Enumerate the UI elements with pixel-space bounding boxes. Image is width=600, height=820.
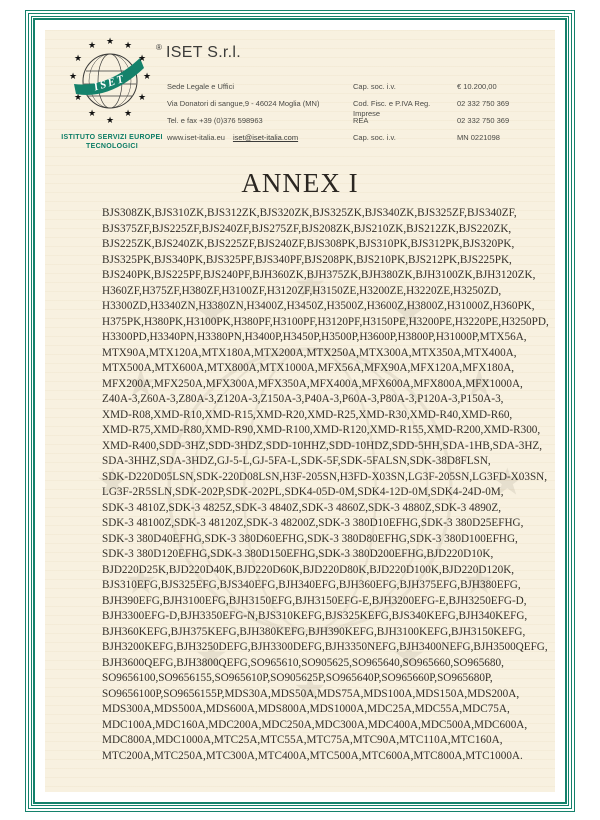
svg-text:★: ★ [123, 108, 133, 118]
frame-line-4 [33, 18, 567, 804]
registered-mark-icon: ® [156, 43, 162, 52]
company-name: ISET S.r.l. [166, 44, 242, 61]
code-line: Z40A-3,Z60A-3,Z80A-3,Z120A-3,Z150A-3,P40A-3,P60A-3,P80A-3,P120A-3,P150A-3, [102, 393, 504, 405]
svg-text:★: ★ [73, 92, 83, 102]
header-registry [353, 82, 509, 150]
code-line: SO9656100,SO9656155,SO965610P,SO905625P,SO965640P,SO965660P,SO965680P, [102, 672, 493, 684]
info-line: Via Donatori di sangue,9 - 46024 Moglia (MN) [167, 99, 320, 108]
code-line: H375PK,H380PK,H3100PK,H380PF,H3100PF,H3120PF,H3150PE,H3200PE,H3220PE,H3250PD, [102, 315, 549, 328]
code-line: BJH3200KEFG,BJH3250DEFG,BJH3300DEFG,BJH3350NEFG,BJH3400NEFG,BJH3500QEFG, [102, 641, 548, 653]
code-line: MTC200A,MTC250A,MTC300A,MTC400A,MTC500A,MTC600A,MTC800A,MTC1000A. [102, 749, 523, 762]
code-line: BJH3600QEFG,BJH3800QEFG,SO965610,SO905625,SO965640,SO965660,SO965680, [102, 656, 504, 669]
frame-line-3 [31, 16, 569, 806]
registry-label: Cap. soc. i.v. [353, 133, 396, 142]
info-line: Tel. e fax +39 (0)376 598963 [167, 116, 263, 125]
code-line: BJH390EFG,BJH3100EFG,BJH3150EFG,BJH3150EFG-E,BJH3200EFG-E,BJH3250EFG-D, [102, 594, 527, 607]
registry-label: Cap. soc. i.v. [353, 82, 396, 91]
svg-text:★: ★ [194, 634, 229, 677]
code-line: SDK-3 380D40EFHG,SDK-3 380D60EFHG,SDK-3 380D80EFHG,SDK-3 380D100EFHG, [102, 532, 518, 545]
code-line: H3300PD,H3340PN,H3380PN,H3400P,H3450P,H3500P,H3600P,H3800P,H31000P,MTX56A, [102, 331, 527, 343]
svg-text:★: ★ [391, 634, 426, 677]
code-line: SDK-3 48100Z,SDK-3 48120Z,SDK-3 48200Z,SDK-3 380D10EFHG,SDK-3 380D25EFHG, [102, 517, 524, 529]
code-line: LG3F-2R5SLN,SDK-202P,SDK-202PL,SDK4-05D-0M,SDK4-12D-0M,SDK4-24D-0M, [102, 486, 504, 498]
svg-text:★: ★ [462, 362, 497, 404]
code-line: MDS300A,MDS500A,MDS600A,MDS800A,MDS1000A,MDC25A,MDC55A,MDC75A, [102, 703, 510, 715]
paper [45, 30, 555, 792]
registry-value: 02 332 750 369 [457, 99, 510, 108]
code-line: SO9656100P,SO9656155P,MDS30A,MDS50A,MDS75A,MDS100A,MDS150A,MDS200A, [102, 687, 520, 700]
info-line: Sede Legale e Uffici [167, 82, 234, 91]
org-name: ISTITUTO SERVIZI EUROPEI TECNOLOGICI [61, 134, 163, 150]
svg-text:★: ★ [105, 36, 115, 46]
code-line: MTX90A,MTX120A,MTX180A,MTX200A,MTX250A,MTX300A,MTX350A,MTX400A, [102, 346, 517, 359]
website-text: www.iset-italia.eu [167, 133, 225, 142]
frame-line-2 [28, 13, 572, 809]
code-line: BJS375ZF,BJS225ZF,BJS240ZF,BJS275ZF,BJS208ZK,BJS210ZK,BJS212ZK,BJS220ZK, [102, 222, 512, 235]
annex-title: ANNEX I [241, 168, 359, 198]
code-line: XMD-R400,SDD-3HZ,SDD-3HDZ,SDD-10HHZ,SDD-10HDZ,SDD-5HH,SDA-1HB,SDA-3HZ, [102, 439, 543, 452]
registry-value: 02 332 750 369 [457, 116, 510, 125]
code-line: BJH3300EFG-D,BJH3350EFG-N,BJS310KEFG,BJS325KEFG,BJS340KEFG,BJH340KEFG, [102, 610, 528, 622]
code-line: BJH360KEFG,BJH375KEFG,BJH380KEFG,BJH390KEFG,BJH3100KEFG,BJH3150KEFG, [102, 625, 526, 638]
svg-text:★: ★ [293, 667, 327, 710]
code-line: BJS325PK,BJS340PK,BJS325PF,BJS340PF,BJS208PK,BJS210PK,BJS212PK,BJS225PK, [102, 253, 512, 266]
svg-text:★: ★ [123, 559, 158, 602]
code-line: MDC800A,MDC1000A,MTC25A,MTC55A,MTC75A,MTC90A,MTC110A,MTC160A, [102, 734, 503, 746]
iset-logo [53, 34, 171, 151]
svg-text:★: ★ [137, 53, 147, 63]
code-line: BJD220D25K,BJD220D40K,BJD220D60K,BJD220D80K,BJD220D100K,BJD220D120K, [102, 563, 515, 576]
code-line: XMD-R08,XMD-R10,XMD-R15,XMD-R20,XMD-R25,XMD-R30,XMD-R40,XMD-R60, [102, 408, 513, 421]
header-info-left [167, 82, 357, 150]
registry-label: Cod. Fisc. e P.IVA Reg. Imprese [353, 99, 431, 118]
svg-text:★: ★ [462, 559, 497, 602]
code-line: BJS310EFG,BJS325EFG,BJS340EFG,BJH340EFG,BJH360EFG,BJH375EFG,BJH380EFG, [102, 579, 521, 591]
email-link[interactable]: iset@iset-italia.com [232, 133, 299, 142]
svg-text:★: ★ [87, 108, 97, 118]
annex-code-list [102, 206, 549, 764]
code-line: MDC100A,MDC160A,MDC200A,MDC250A,MDC300A,MDC400A,MDC500A,MDC600A, [102, 718, 528, 731]
code-line: XMD-R75,XMD-R80,XMD-R90,XMD-R100,XMD-R120,XMD-R155,XMD-R200,XMD-R300, [102, 424, 541, 436]
code-line: BJS308ZK,BJS310ZK,BJS312ZK,BJS320ZK,BJS325ZK,BJS340ZK,BJS325ZF,BJS340ZF, [102, 207, 517, 219]
registry-value: € 10.200,00 [457, 82, 497, 91]
registry-value: MN 0221098 [457, 133, 500, 142]
registry-label: REA [353, 116, 369, 125]
svg-text:★: ★ [73, 53, 83, 63]
code-line: MTX500A,MTX600A,MTX800A,MTX1000A,MFX56A,MFX90A,MFX120A,MFX180A, [102, 362, 515, 374]
code-line: H3300ZD,H3340ZN,H3380ZN,H3400Z,H3450Z,H3500Z,H3600Z,H3800Z,H31000Z,H360PK, [102, 300, 535, 312]
svg-text:★: ★ [490, 460, 525, 503]
outer-frame [25, 10, 575, 812]
svg-text:★: ★ [123, 362, 158, 404]
svg-text:★: ★ [68, 71, 78, 81]
svg-text:★: ★ [123, 40, 133, 50]
code-line: MFX200A,MFX250A,MFX300A,MFX350A,MFX400A,MFX600A,MFX800A,MFX1000A, [102, 377, 523, 390]
code-line: BJS225ZK,BJS240ZK,BJS225ZF,BJS240ZF,BJS308PK,BJS310PK,BJS312PK,BJS320PK, [102, 238, 515, 250]
svg-text:★: ★ [137, 92, 147, 102]
svg-text:★: ★ [142, 71, 152, 81]
iset-logo-emblem [60, 34, 164, 126]
code-line: SDA-3HHZ,SDA-3HDZ,GJ-5-L,GJ-5FA-L,SDK-5F,SDK-5FALSN,SDK-38D8FLSN, [102, 455, 491, 467]
svg-text:★: ★ [95, 460, 130, 503]
code-line: BJS240PK,BJS225PF,BJS240PF,BJH360ZK,BJH375ZK,BJH380ZK,BJH3100ZK,BJH3120ZK, [102, 269, 536, 281]
svg-text:★: ★ [194, 291, 229, 334]
svg-text:★: ★ [105, 115, 115, 125]
logo-banner-text: ISET [92, 72, 127, 94]
code-line: H360ZF,H375ZF,H380ZF,H3100ZF,H3120ZF,H3150ZE,H3200ZE,H3220ZE,H3250ZD, [102, 284, 502, 297]
code-line: SDK-3 4810Z,SDK-3 4825Z,SDK-3 4840Z,SDK-3 4860Z,SDK-3 4880Z,SDK-3 4890Z, [102, 501, 502, 514]
code-line: SDK-3 380D120EFHG,SDK-3 380D150EFHG,SDK-3 380D200EFHG,BJD220D10K, [102, 548, 494, 560]
svg-text:★: ★ [293, 263, 327, 306]
contact-line [167, 133, 357, 150]
svg-text:★: ★ [87, 40, 97, 50]
code-line: SDK-D220D05LSN,SDK-220D08LSN,H3F-205SN,H3FD-X03SN,LG3F-205SN,LG3FD-X03SN, [102, 470, 548, 483]
svg-text:★: ★ [391, 291, 426, 334]
